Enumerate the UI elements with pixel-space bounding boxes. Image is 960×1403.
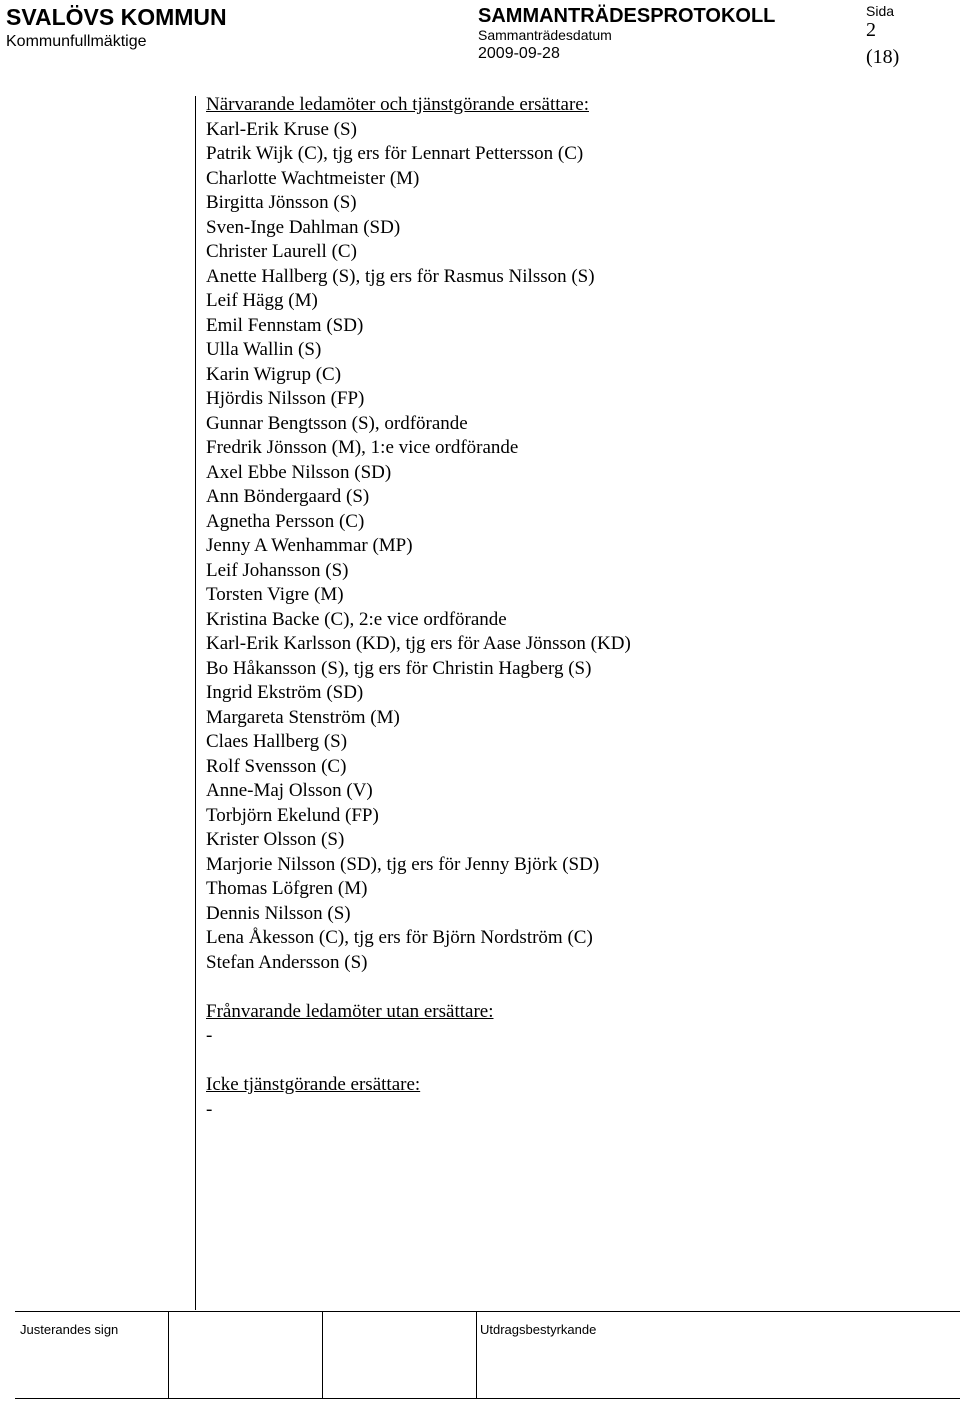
member-entry: Marjorie Nilsson (SD), tjg ers för Jenny Björk (SD) xyxy=(206,853,600,875)
present-heading: Närvarande ledamöter och tjänstgörande ersättare: xyxy=(206,94,589,115)
document-type: SAMMANTRÄDESPROTOKOLL xyxy=(478,5,776,27)
meeting-date-label: Sammanträdesdatum xyxy=(478,27,612,43)
member-entry: Emil Fennstam (SD) xyxy=(206,314,364,336)
meeting-body: Kommunfullmäktige xyxy=(6,33,147,50)
absent-value: - xyxy=(206,1025,213,1046)
extract-cell xyxy=(476,1312,477,1398)
member-entry: Agnetha Persson (C) xyxy=(206,510,365,532)
page-label: Sida xyxy=(866,3,895,19)
member-entry: Claes Hallberg (S) xyxy=(206,731,348,752)
signature-label: Justerandes sign xyxy=(20,1322,119,1337)
member-entry: Anette Hallberg (S), tjg ers för Rasmus Nilsson (S) xyxy=(206,265,595,287)
member-entry: Karl-Erik Karlsson (KD), tjg ers för Aase Jönsson (KD) xyxy=(206,633,631,654)
member-entry: Patrik Wijk (C), tjg ers för Lennart Pettersson (C) xyxy=(206,143,584,164)
member-entry: Birgitta Jönsson (S) xyxy=(206,192,357,213)
non-serving-heading: Icke tjänstgörande ersättare: xyxy=(206,1074,421,1095)
member-entry: Dennis Nilsson (S) xyxy=(206,902,351,924)
protocol-content xyxy=(206,93,926,1122)
left-margin-rule xyxy=(195,96,196,1310)
meeting-date: 2009-09-28 xyxy=(478,45,560,62)
page-number: 2 xyxy=(866,19,876,41)
member-entry: Krister Olsson (S) xyxy=(206,829,345,850)
member-entry: Karl-Erik Kruse (S) xyxy=(206,118,357,140)
member-entry: Ingrid Ekström (SD) xyxy=(206,682,364,703)
member-entry: Margareta Stenström (M) xyxy=(206,706,400,728)
member-entry: Gunnar Bengtsson (S), ordförande xyxy=(206,412,468,434)
member-entry: Rolf Svensson (C) xyxy=(206,755,347,777)
member-entry: Karin Wigrup (C) xyxy=(206,363,342,385)
member-entry: Ann Böndergaard (S) xyxy=(206,486,370,507)
organization-name: SVALÖVS KOMMUN xyxy=(6,4,227,30)
member-entry: Lena Åkesson (C), tjg ers för Björn Nordström (C) xyxy=(206,927,593,948)
member-entry: Axel Ebbe Nilsson (SD) xyxy=(206,461,392,483)
member-entry: Ulla Wallin (S) xyxy=(206,339,322,360)
member-entry: Stefan Andersson (S) xyxy=(206,951,368,973)
member-entry: Kristina Backe (C), 2:e vice ordförande xyxy=(206,608,507,630)
member-entry: Fredrik Jönsson (M), 1:e vice ordförande xyxy=(206,437,519,458)
member-entry: Leif Johansson (S) xyxy=(206,559,349,581)
member-entry: Bo Håkansson (S), tjg ers för Christin Hagberg (S) xyxy=(206,657,592,679)
member-entry: Sven-Inge Dahlman (SD) xyxy=(206,216,401,238)
signature-box xyxy=(168,1312,169,1398)
member-entry: Charlotte Wachtmeister (M) xyxy=(206,167,420,189)
signature-footer xyxy=(15,1311,960,1399)
member-entry: Anne-Maj Olsson (V) xyxy=(206,780,373,801)
non-serving-value: - xyxy=(206,1098,213,1120)
signature-box xyxy=(322,1312,323,1398)
member-entry: Hjördis Nilsson (FP) xyxy=(206,388,365,409)
member-entry: Thomas Löfgren (M) xyxy=(206,878,368,899)
present-members-list xyxy=(206,118,926,976)
member-entry: Torbjörn Ekelund (FP) xyxy=(206,804,379,826)
page-total: (18) xyxy=(866,46,900,68)
extract-label: Utdragsbestyrkande xyxy=(480,1322,597,1337)
member-entry: Jenny A Wenhammar (MP) xyxy=(206,535,413,556)
member-entry: Torsten Vigre (M) xyxy=(206,584,344,605)
member-entry: Leif Hägg (M) xyxy=(206,290,318,311)
absent-heading: Frånvarande ledamöter utan ersättare: xyxy=(206,1000,494,1022)
member-entry: Christer Laurell (C) xyxy=(206,241,357,262)
